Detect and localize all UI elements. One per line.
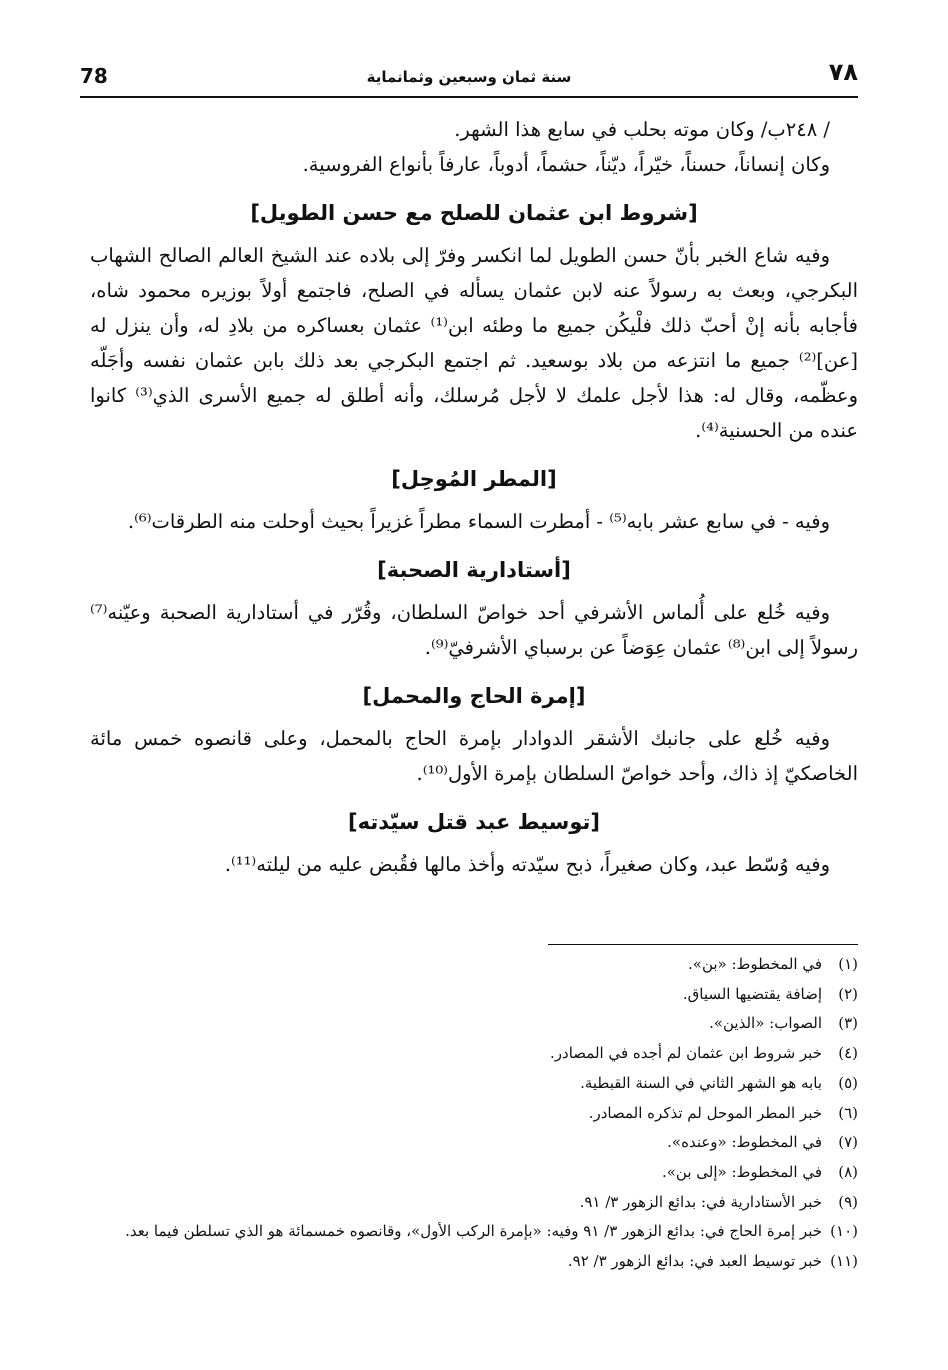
page-number-latin: 78: [80, 64, 108, 88]
footnote-text: خبر شروط ابن عثمان لم أجده في المصادر.: [550, 1044, 822, 1063]
footnote: [90, 980, 858, 1010]
section-heading-5: [توسيط عبد قتل سيّدته]: [348, 810, 600, 834]
footnote-number: (١): [838, 955, 858, 973]
footnote: [90, 1247, 858, 1277]
section-heading-4: [إمرة الحاج والمحمل]: [362, 684, 586, 708]
section-paragraph-2: وفيه - في سابع عشر بابه⁽⁵⁾ - أمطرت السماء مطراً غزيراً بحيث أوحلت منه الطرقات⁽⁶⁾.: [127, 510, 830, 533]
running-title: سنة ثمان وسبعين وثمانماية: [366, 68, 572, 86]
footnote: [90, 1217, 858, 1247]
footnote-text: خبر توسيط العبد في: بدائع الزهور ٣/ ٩٢.: [567, 1252, 822, 1271]
footnote: [90, 1039, 858, 1069]
footnote-text: في المخطوط: «وعنده».: [667, 1133, 822, 1152]
footnote-text: إضافة يقتضيها السياق.: [682, 984, 822, 1003]
footnote-number: (٢): [838, 984, 858, 1003]
footnote-separator: [548, 944, 858, 945]
footnote-number: (٧): [838, 1133, 858, 1152]
footnote-number: (٤): [838, 1044, 858, 1063]
section-heading-1: [شروط ابن عثمان للصلح مع حسن الطويل]: [250, 201, 698, 225]
footnote: [90, 1099, 858, 1129]
footnote: [90, 1069, 858, 1099]
footnote-text: خبر الأستادارية في: بدائع الزهور ٣/ ٩١.: [579, 1192, 822, 1211]
intro-line-1: / ٢٤٨ب/ وكان موته بحلب في سابع هذا الشهر.: [454, 118, 830, 141]
footnote-number: (٦): [838, 1103, 858, 1122]
footnote: [90, 1009, 858, 1039]
section-heading-2: [المطر المُوحِل]: [391, 467, 557, 491]
section-paragraph-4: وفيه خُلع على جانبك الأشقر الدوادار بإمرة الحاج بالمحمل، وعلى قانصوه خمس مائة الخاصكيّ إذ ذاك، وأحد خواصّ السلطان بإمرة الأول⁽¹⁰⁾.: [90, 727, 858, 785]
section-heading-3: [أستادارية الصحبة]: [377, 558, 571, 582]
footnotes: [90, 950, 858, 1277]
footnote: [90, 1188, 858, 1218]
intro-line-2: وكان إنساناً، حسناً، خيّراً، ديّناً، حشماً، أدوباً، عارفاً بأنواع الفروسية.: [302, 153, 830, 176]
footnote-text: الصواب: «الذين».: [709, 1014, 822, 1033]
footnote-text: في المخطوط: «بن».: [688, 955, 822, 973]
footnote-number: (٥): [838, 1073, 858, 1092]
footnote-text: بابه هو الشهر الثاني في السنة القبطية.: [580, 1073, 822, 1092]
footnote-number: (١٠): [830, 1222, 858, 1241]
footnote-text: خبر المطر الموحل لم تذكره المصادر.: [588, 1103, 822, 1122]
footnote: [90, 1158, 858, 1188]
page-header: [80, 56, 858, 98]
footnote-number: (٩): [838, 1192, 858, 1211]
page-number-arabic: ٧٨: [828, 58, 858, 86]
footnote: [90, 950, 858, 980]
footnote: [90, 1128, 858, 1158]
main-text: [90, 112, 858, 882]
footnote-text: خبر إمرة الحاج في: بدائع الزهور ٣/ ٩١ وفيه: «بإمرة الركب الأول»، وقانصوه خمسمائة هو الذي تسلطن فيما بعد.: [125, 1222, 822, 1241]
footnote-number: (٨): [838, 1162, 858, 1181]
section-paragraph-3: وفيه خُلع على أُلماس الأشرفي أحد خواصّ السلطان، وقُرّر في أستادارية الصحبة وعيّنه⁽⁷⁾ رسولاً إلى ابن⁽⁸⁾ عثمان عِوَضاً عن برسباي الأشرفيّ⁽⁹⁾.: [90, 601, 858, 659]
footnote-number: (٣): [838, 1014, 858, 1033]
footnote-number: (١١): [830, 1252, 858, 1271]
section-paragraph-5: وفيه وُسّط عبد، وكان صغيراً، ذبح سيّدته وأخذ مالها فقُبض عليه من ليلته⁽¹¹⁾.: [224, 853, 830, 876]
section-paragraph-1: وفيه شاع الخبر بأنّ حسن الطويل لما انكسر وفرّ إلى بلاده عند الشيخ العالم الصالح الشهاب البكرجي، وبعث به رسولاً عنه لابن عثمان يسأله في الصلح، فاجتمع أولاً بوزيره محمود شاه، فأجابه بأنه إنْ أحبّ ذلك فلْيكُن جميع ما وطئه ابن⁽¹⁾ عثمان بعساكره من بلادِ له، وأن ينزل له [عن]⁽²⁾ جميع ما انتزعه من بلاد بوسعيد. ثم اجتمع البكرجي بعد ذلك بابن عثمان نفسه وأجَلّه وعظّمه، وقال له: هذا لأجل علمك لا لأجل مُرسلك، وأنه أطلق له جميع الأسرى الذي⁽³⁾ كانوا عنده من الحسنية⁽⁴⁾.: [90, 244, 858, 442]
footnote-text: في المخطوط: «إلى بن».: [661, 1162, 822, 1181]
